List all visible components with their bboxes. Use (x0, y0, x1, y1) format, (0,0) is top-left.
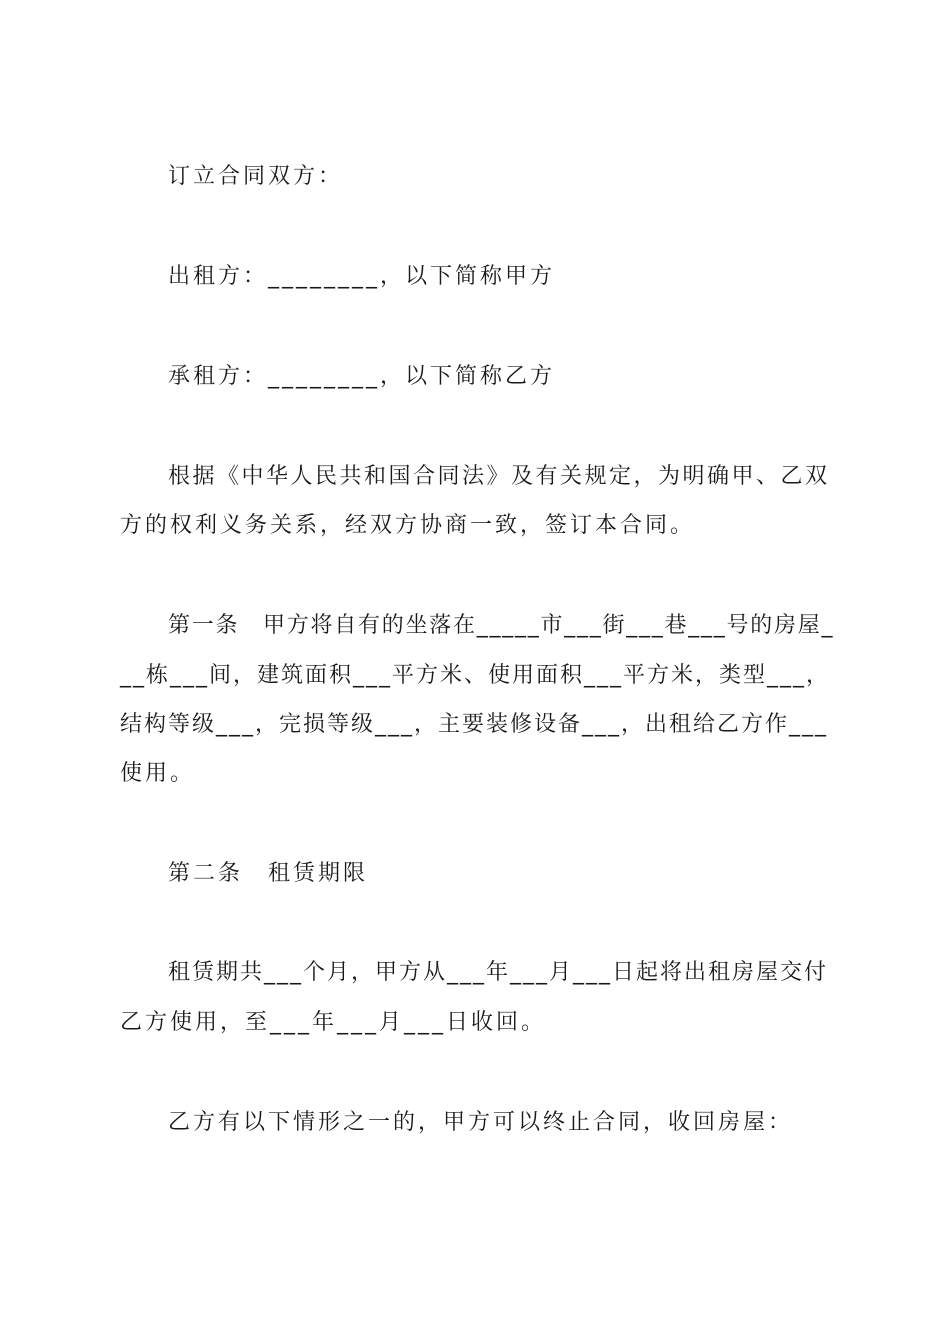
termination-intro: 乙方有以下情形之一的，甲方可以终止合同，收回房屋： (168, 1110, 794, 1135)
article1-line-1: 第一条 甲方将自有的坐落在_____市___街___巷___号的房屋_ (168, 613, 835, 638)
article1-line-4: 使用。 (120, 761, 196, 786)
lessor-line: 出租方：________，以下简称甲方 (168, 264, 556, 289)
preamble-line-2: 方的权利义务关系，经双方协商一致，签订本合同。 (120, 513, 696, 538)
article1-line-3: 结构等级___，完损等级___，主要装修设备___，出租给乙方作___ (120, 712, 829, 737)
article1-line-2: __栋___间，建筑面积___平方米、使用面积___平方米，类型___， (120, 663, 831, 688)
parties-heading: 订立合同双方： (168, 164, 344, 189)
article2-body-line-1: 租赁期共___个月，甲方从___年___月___日起将出租房屋交付 (168, 960, 829, 985)
lessee-line: 承租方：________，以下简称乙方 (168, 364, 556, 389)
article2-title: 第二条 租赁期限 (168, 861, 369, 886)
article2-body-line-2: 乙方使用，至___年___月___日收回。 (120, 1010, 547, 1035)
preamble-line-1: 根据《中华人民共和国合同法》及有关规定，为明确甲、乙双 (168, 464, 830, 489)
